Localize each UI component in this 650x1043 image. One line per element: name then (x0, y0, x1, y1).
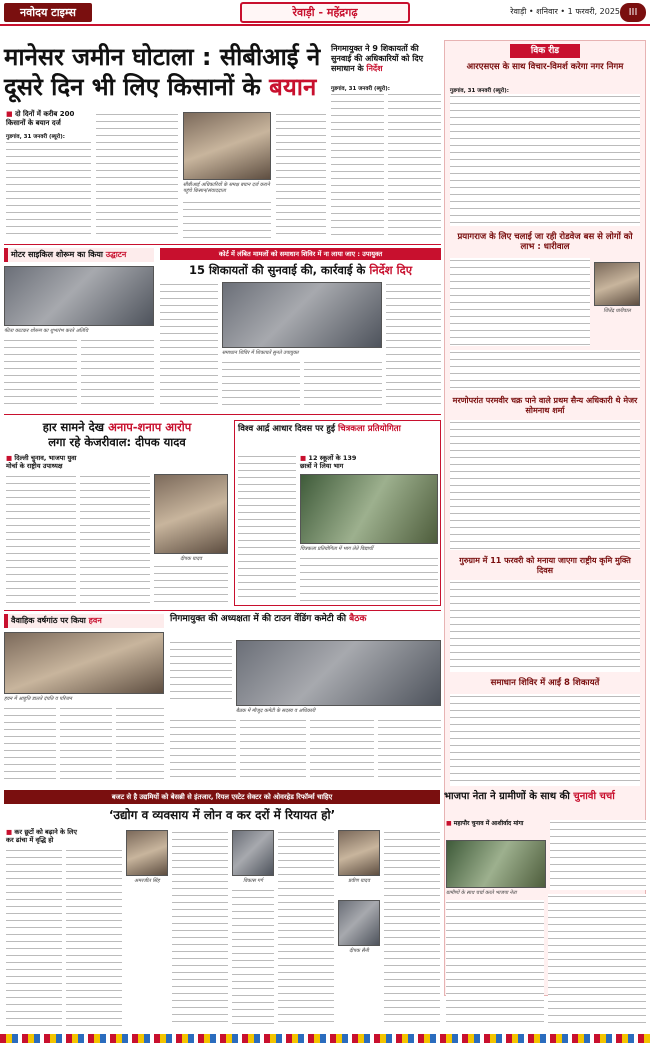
budget-col3 (172, 830, 228, 1028)
town-col1 (170, 640, 232, 700)
painting-headline: विश्व आर्द्र आधार दिवस पर हुई चित्रकला प्रतियोगिता (238, 424, 401, 434)
camp-col2 (222, 360, 300, 410)
somnath-headline: मरणोपरांत परमवीर चक्र पाने वाले प्रथम सैन्य अधिकारी थे मेजर सोमनाथ शर्मा (452, 396, 638, 415)
top-body-col4 (276, 112, 326, 240)
town-col3 (240, 718, 306, 782)
top-headline-2: दूसरे दिन भी लिए किसानों के बयान (4, 73, 317, 101)
kejriwal-col3 (154, 564, 228, 606)
top-bullets: ■ दो दिनों में करीब 200 किसानों के बयान दर्ज (6, 110, 75, 127)
camp8-body (450, 694, 640, 786)
dhariwal-caption: जितेंद्र धारीवाल (603, 308, 631, 314)
divider (4, 414, 441, 415)
top-headline-1: मानेसर जमीन घोटाला : सीबीआई ने (4, 43, 321, 71)
budget-col5 (278, 830, 334, 1028)
havan-col2 (60, 706, 112, 782)
motor-col1 (4, 338, 77, 410)
havan-headline: वैवाहिक वर्षगांठ पर किया हवन (4, 614, 164, 628)
havan-photo (4, 632, 164, 694)
bjp-caption: ग्रामीणों के साथ चर्चा करते भाजपा नेता (446, 890, 517, 896)
farmers-photo (183, 112, 271, 180)
bjp-photo (446, 840, 546, 888)
kejriwal-headline: हार सामने देख अनाप-शनाप आरोप लगा रहे केजरीवाल: दीपक यादव (42, 420, 192, 449)
divider (4, 244, 441, 245)
bus-headline: प्रयागराज के लिए चलाई जा रही रोडवेज बस से लोगों को लाभ : धारीवाल (457, 232, 633, 253)
bus-body-2 (450, 350, 640, 390)
havan-caption: हवन में आहुति डालते दंपति व परिजन (4, 696, 72, 702)
kejriwal-bullets: ■ दिल्ली चुनाव, भाजपा युवा मोर्चा के राष्ट्रीय उपाध्यक्ष (6, 454, 77, 470)
town-col4 (310, 718, 374, 782)
budget-strip: बजट से है उद्यमियों को बेसब्री से इंतजार, रियल एस्टेट सेक्टर को ओवरहेड रिफॉर्म्स चाहिए (4, 790, 440, 804)
bjp-bullet: ■ महापौर चुनाव में आशीर्वाद मांगा (446, 820, 524, 827)
budget-headline: ‘उद्योग व व्यवसाय में लोन व कर दरों में रियायत हो’ (108, 808, 336, 822)
painting-photo (300, 474, 438, 544)
rss-body (450, 94, 640, 226)
budget-name-3: प्रवीण यादव (348, 878, 370, 884)
budget-col4 (232, 888, 274, 1028)
havan-col3 (116, 706, 164, 782)
date-line: रेवाड़ी • शनिवार • 1 फरवरी, 2025 (510, 7, 620, 16)
meeting-photo (236, 640, 441, 706)
camp-photo (222, 282, 382, 348)
painting-col1 (238, 454, 296, 602)
camp-col1 (160, 282, 218, 410)
meeting-caption: बैठक में मौजूद कमेटी के सदस्य व अधिकारी (236, 708, 316, 714)
top-dateline: गुडगांव, 31 जनवरी (ब्यूरो): (6, 134, 65, 140)
complaints-headline: निगमायुक्त ने 9 शिकायतों की सुनवाई की अधिकारियों को दिए समाधान के निर्देश (331, 44, 423, 73)
right-dateline: गुडगांव, 31 जनवरी (ब्यूरो): (450, 88, 509, 94)
deworming-body (450, 580, 640, 672)
divider (4, 610, 441, 611)
budget-bullets: ■ कर छूटों को बढ़ाने के लिए कर ढांचा में वृद्धि हो (6, 828, 77, 844)
town-headline: निगमायुक्त की अध्यक्षता में की टाउन वेंडिंग कमेटी की बैठक (170, 614, 367, 624)
painting-caption: चित्रकला प्रतियोगिता में भाग लेते विद्यार्थी (300, 546, 374, 552)
section-label: विक रीड (510, 44, 580, 58)
budget-col2 (66, 848, 122, 1028)
paper-logo: नवोदय टाइम्स (4, 3, 92, 22)
budget-photo-3 (338, 830, 380, 876)
top-headline-red: बयान (269, 73, 317, 101)
painting-col2 (300, 556, 438, 602)
top-body-col2 (96, 112, 178, 240)
camp-col3 (304, 360, 382, 410)
camp8-headline: समाधान शिविर में आईं 8 शिकायतें (490, 678, 600, 688)
budget-name-4: दीपक सैनी (349, 948, 369, 954)
farmers-photo-caption: सीबीआई अधिकारियों के समक्ष बयान दर्ज कराने पहुंचे किसान/संवाददाता (183, 182, 270, 194)
budget-col6 (384, 830, 440, 1028)
dhariwal-photo (594, 262, 640, 306)
bjp-headline: भाजपा नेता ने ग्रामीणों के साथ की चुनावी चर्चा (444, 791, 615, 802)
town-col2 (170, 718, 236, 782)
havan-col1 (4, 706, 56, 782)
deepak-photo (154, 474, 228, 554)
budget-photo-1 (126, 830, 168, 876)
showroom-caption: फीता काटकर शोरूम का शुभारंभ करते अतिथि (4, 328, 89, 334)
complaints-col1 (331, 92, 384, 240)
edition-badge: रेवाड़ी - महेंद्रगढ़ (240, 2, 410, 23)
bus-body (450, 258, 590, 346)
camp-headline: 15 शिकायतों की सुनवाई की, कार्रवाई के निर्देश दिए (188, 263, 413, 277)
town-col5 (378, 718, 441, 782)
camp-kicker: कोर्ट में लंबित मामलों को समाधान शिविर में ना लाया जाए : उपायुक्त (160, 248, 441, 260)
bjp-col2 (446, 900, 544, 1028)
top-body-col1 (6, 140, 91, 240)
camp-col4 (386, 282, 441, 410)
showroom-photo (4, 266, 154, 326)
budget-name-1: अमरजीत सिंह (134, 878, 160, 884)
top-body-col3 (183, 200, 271, 240)
page-number: III (620, 3, 646, 22)
motor-headline: मोटर साइकिल शोरूम का किया उद्घाटन (4, 248, 154, 262)
deworming-headline: गुरुग्राम में 11 फरवरी को मनाया जाएगा राष्ट्रीय कृमि मुक्ति दिवस (459, 556, 631, 575)
budget-col1 (6, 848, 62, 1028)
motor-col2 (81, 338, 154, 410)
somnath-body (450, 420, 640, 550)
bjp-col1 (550, 820, 646, 890)
complaints-col2 (388, 92, 441, 240)
camp-caption: समाधान शिविर में शिकायतें सुनते उपायुक्त (222, 350, 299, 356)
rss-headline: आरएसएस के साथ विचार-विमर्श करेगा नगर निगम (466, 62, 624, 72)
painting-bullets: ■ 12 स्कूलों के 139 छात्रों ने लिया भाग (300, 454, 357, 470)
bjp-col3 (548, 894, 646, 1028)
budget-photo-2 (232, 830, 274, 876)
budget-photo-4 (338, 900, 380, 946)
kejriwal-col2 (80, 474, 150, 606)
footer-border (0, 1034, 650, 1043)
deepak-caption: दीपक यादव (180, 556, 202, 562)
budget-name-2: विकास गर्ग (243, 878, 263, 884)
kejriwal-col1 (6, 474, 76, 606)
complaints-dateline: गुडगांव, 31 जनवरी (ब्यूरो): (331, 86, 390, 92)
